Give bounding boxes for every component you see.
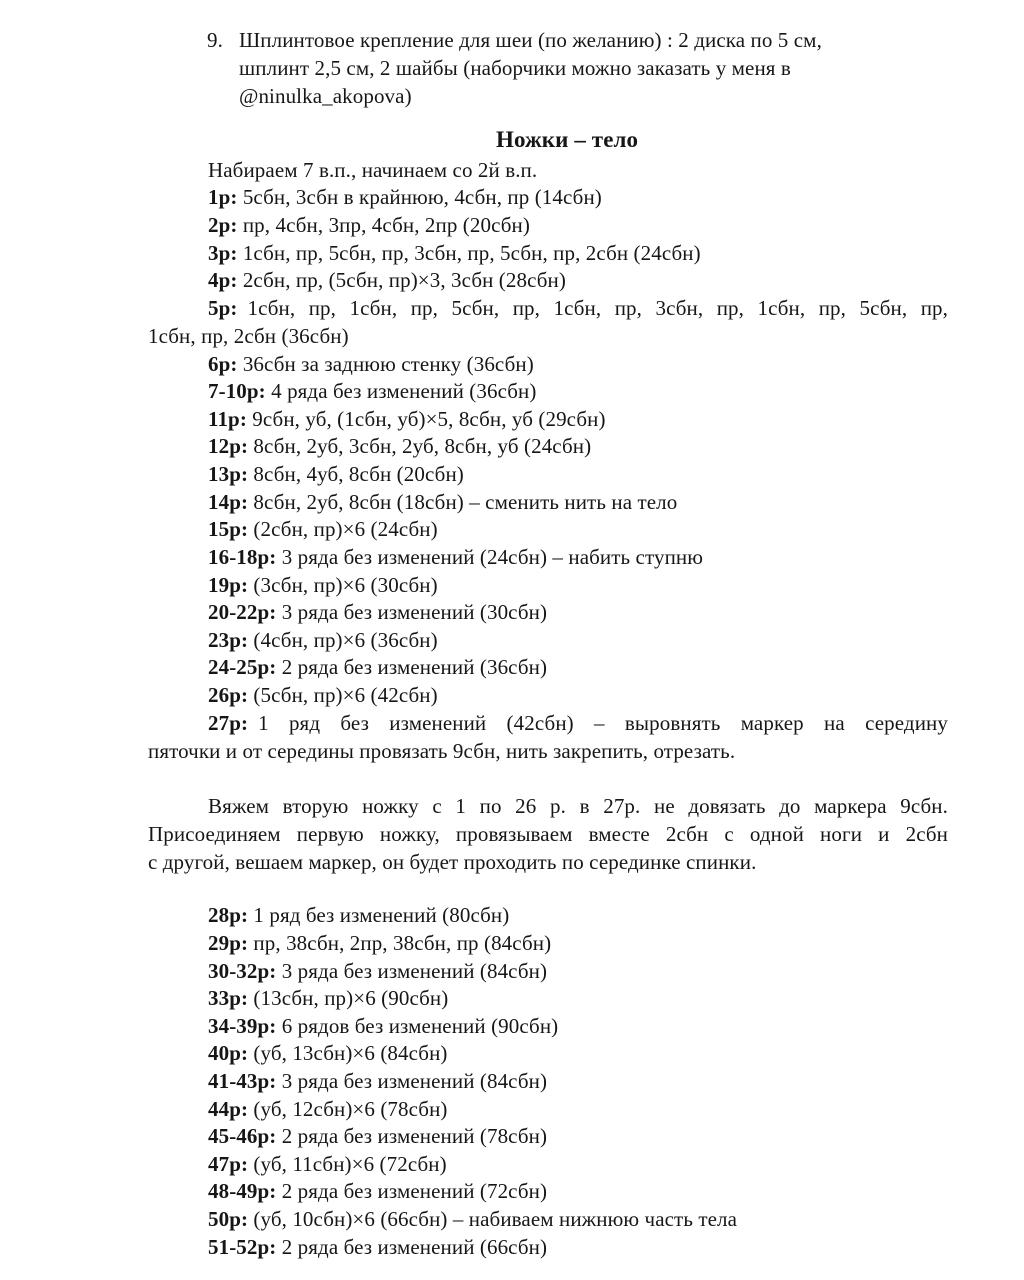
row-line — [208, 957, 547, 985]
row-text: пр, 38сбн, 2пр, 38сбн, пр (84сбн) — [248, 931, 552, 955]
row-text: 2 ряда без изменений (78сбн) — [276, 1124, 548, 1148]
row-line — [208, 515, 438, 543]
paragraph-text-2: Присоединяем первую ножку, провязываем вместе 2сбн с одной ноги и 2сбн — [148, 822, 948, 846]
section-title: Ножки – тело — [496, 127, 639, 152]
row-line — [208, 1177, 547, 1205]
row-text: 6 рядов без изменений (90сбн) — [276, 1014, 559, 1038]
row-label: 1р: — [208, 185, 238, 209]
row-text: (уб, 13сбн)×6 (84сбн) — [248, 1041, 448, 1065]
row-text: пр, 4сбн, 3пр, 4сбн, 2пр (20сбн) — [237, 213, 530, 237]
paragraph-text-1: Вяжем вторую ножку с 1 по 26 р. в 27р. не довязать до маркера 9сбн. — [208, 794, 948, 818]
row-line — [208, 1122, 547, 1150]
row-label: 11р: — [208, 407, 247, 431]
paragraph-line-2 — [148, 820, 948, 848]
row-label: 20-22р: — [208, 600, 277, 624]
row-label: 30-32р: — [208, 959, 277, 983]
row5-text-2: 1сбн, пр, 2сбн (36сбн) — [148, 324, 349, 348]
row5-text-1: 1сбн, пр, 1сбн, пр, 5сбн, пр, 1сбн, пр, 3сбн, пр, 1сбн, пр, 5сбн, пр, — [247, 296, 948, 320]
row-line — [208, 1067, 547, 1095]
row-text: 1сбн, пр, 5сбн, пр, 3сбн, пр, 5сбн, пр, 2сбн (24сбн) — [237, 241, 701, 265]
row-text: 4 ряда без изменений (36сбн) — [265, 379, 537, 403]
row-line — [208, 1150, 447, 1178]
row-label: 50р: — [208, 1207, 249, 1231]
row5-line1 — [208, 294, 948, 322]
row-line — [208, 681, 438, 709]
row-line — [208, 598, 547, 626]
row-label: 48-49р: — [208, 1179, 277, 1203]
row-text: 5сбн, 3сбн в крайнюю, 4сбн, пр (14сбн) — [237, 185, 602, 209]
row-label: 28р: — [208, 903, 249, 927]
row-line — [208, 543, 703, 571]
row-label: 41-43р: — [208, 1069, 277, 1093]
row-line — [208, 350, 534, 378]
row-text: 2сбн, пр, (5сбн, пр)×3, 3сбн (28сбн) — [237, 268, 566, 292]
row27-text-2: пяточки и от середины провязать 9сбн, нить закрепить, отрезать. — [148, 739, 736, 763]
row-text: (13сбн, пр)×6 (90сбн) — [248, 986, 449, 1010]
row-text: (2сбн, пр)×6 (24сбн) — [248, 517, 438, 541]
row-label: 4р: — [208, 268, 238, 292]
row-text: (4сбн, пр)×6 (36сбн) — [248, 628, 438, 652]
row27-line1 — [208, 709, 948, 737]
row-line — [208, 571, 438, 599]
row-text: 2 ряда без изменений (66сбн) — [276, 1235, 548, 1259]
row-text: 9сбн, уб, (1сбн, уб)×5, 8сбн, уб (29сбн) — [246, 407, 606, 431]
row-line — [208, 488, 677, 516]
row-text: 36сбн за заднюю стенку (36сбн) — [237, 352, 534, 376]
row-line — [208, 211, 530, 239]
row-line — [208, 239, 701, 267]
row-line — [208, 405, 606, 433]
item9-text-2: шплинт 2,5 см, 2 шайбы (наборчики можно заказать у меня в — [239, 56, 791, 80]
row-line — [208, 1095, 448, 1123]
row-line — [208, 1012, 558, 1040]
paragraph-text-3: с другой, вешаем маркер, он будет проходить по серединке спинки. — [148, 850, 757, 874]
row-label: 16-18р: — [208, 545, 277, 569]
item9-number: 9. — [207, 28, 223, 52]
row-line — [208, 929, 551, 957]
row-line — [208, 1039, 448, 1067]
row5-label: 5р: — [208, 296, 238, 320]
row-label: 15р: — [208, 517, 249, 541]
row-label: 2р: — [208, 213, 238, 237]
row-line — [208, 984, 448, 1012]
row-text: 3 ряда без изменений (84сбн) — [276, 1069, 548, 1093]
item9-line1 — [207, 26, 947, 54]
row-label: 26р: — [208, 683, 249, 707]
row-text: (5сбн, пр)×6 (42сбн) — [248, 683, 438, 707]
item9-text-3: @ninulka_akopova) — [239, 84, 412, 108]
row-label: 3р: — [208, 241, 238, 265]
paragraph-line-1 — [208, 792, 948, 820]
row-line — [208, 460, 464, 488]
row-label: 24-25р: — [208, 655, 277, 679]
row27-text-1: 1 ряд без изменений (42сбн) – выровнять маркер на середину — [258, 711, 948, 735]
row-label: 6р: — [208, 352, 238, 376]
row-line — [208, 432, 591, 460]
row-line — [208, 1205, 737, 1233]
row27-label: 27р: — [208, 711, 249, 735]
row-label: 14р: — [208, 490, 249, 514]
row-line — [208, 377, 536, 405]
row-text: 3 ряда без изменений (30сбн) — [276, 600, 548, 624]
row-label: 12р: — [208, 434, 249, 458]
row-text: 2 ряда без изменений (36сбн) — [276, 655, 548, 679]
row-text: 1 ряд без изменений (80сбн) — [248, 903, 510, 927]
row-label: 34-39р: — [208, 1014, 277, 1038]
row-label: 19р: — [208, 573, 249, 597]
row-text: 3 ряда без изменений (24сбн) – набить ступню — [276, 545, 704, 569]
row-text: 3 ряда без изменений (84сбн) — [276, 959, 548, 983]
row-label: 40р: — [208, 1041, 249, 1065]
row-label: 29р: — [208, 931, 249, 955]
row-label: 45-46р: — [208, 1124, 277, 1148]
row-text: 2 ряда без изменений (72сбн) — [276, 1179, 548, 1203]
row-label: 33р: — [208, 986, 249, 1010]
row-label: 47р: — [208, 1152, 249, 1176]
row-line — [208, 653, 547, 681]
row-text: 8сбн, 2уб, 8сбн (18сбн) – сменить нить на тело — [248, 490, 678, 514]
row-line — [208, 266, 566, 294]
row-text: (3сбн, пр)×6 (30сбн) — [248, 573, 438, 597]
row-label: 7-10р: — [208, 379, 266, 403]
row-label: 51-52р: — [208, 1235, 277, 1259]
row-text: (уб, 12сбн)×6 (78сбн) — [248, 1097, 448, 1121]
item9-text-1: Шплинтовое крепление для шеи (по желанию) : 2 диска по 5 см, — [239, 28, 822, 52]
intro-text: Набираем 7 в.п., начинаем со 2й в.п. — [208, 158, 538, 182]
row-text: 8сбн, 2уб, 3сбн, 2уб, 8сбн, уб (24сбн) — [248, 434, 592, 458]
row-label: 23р: — [208, 628, 249, 652]
row-line — [208, 183, 602, 211]
row-line — [208, 901, 509, 929]
row-text: 8сбн, 4уб, 8сбн (20сбн) — [248, 462, 464, 486]
row-label: 13р: — [208, 462, 249, 486]
row-label: 44р: — [208, 1097, 249, 1121]
row-text: (уб, 10сбн)×6 (66сбн) – набиваем нижнюю часть тела — [248, 1207, 738, 1231]
row-line — [208, 626, 438, 654]
row-line — [208, 1233, 547, 1261]
row-text: (уб, 11сбн)×6 (72сбн) — [248, 1152, 447, 1176]
